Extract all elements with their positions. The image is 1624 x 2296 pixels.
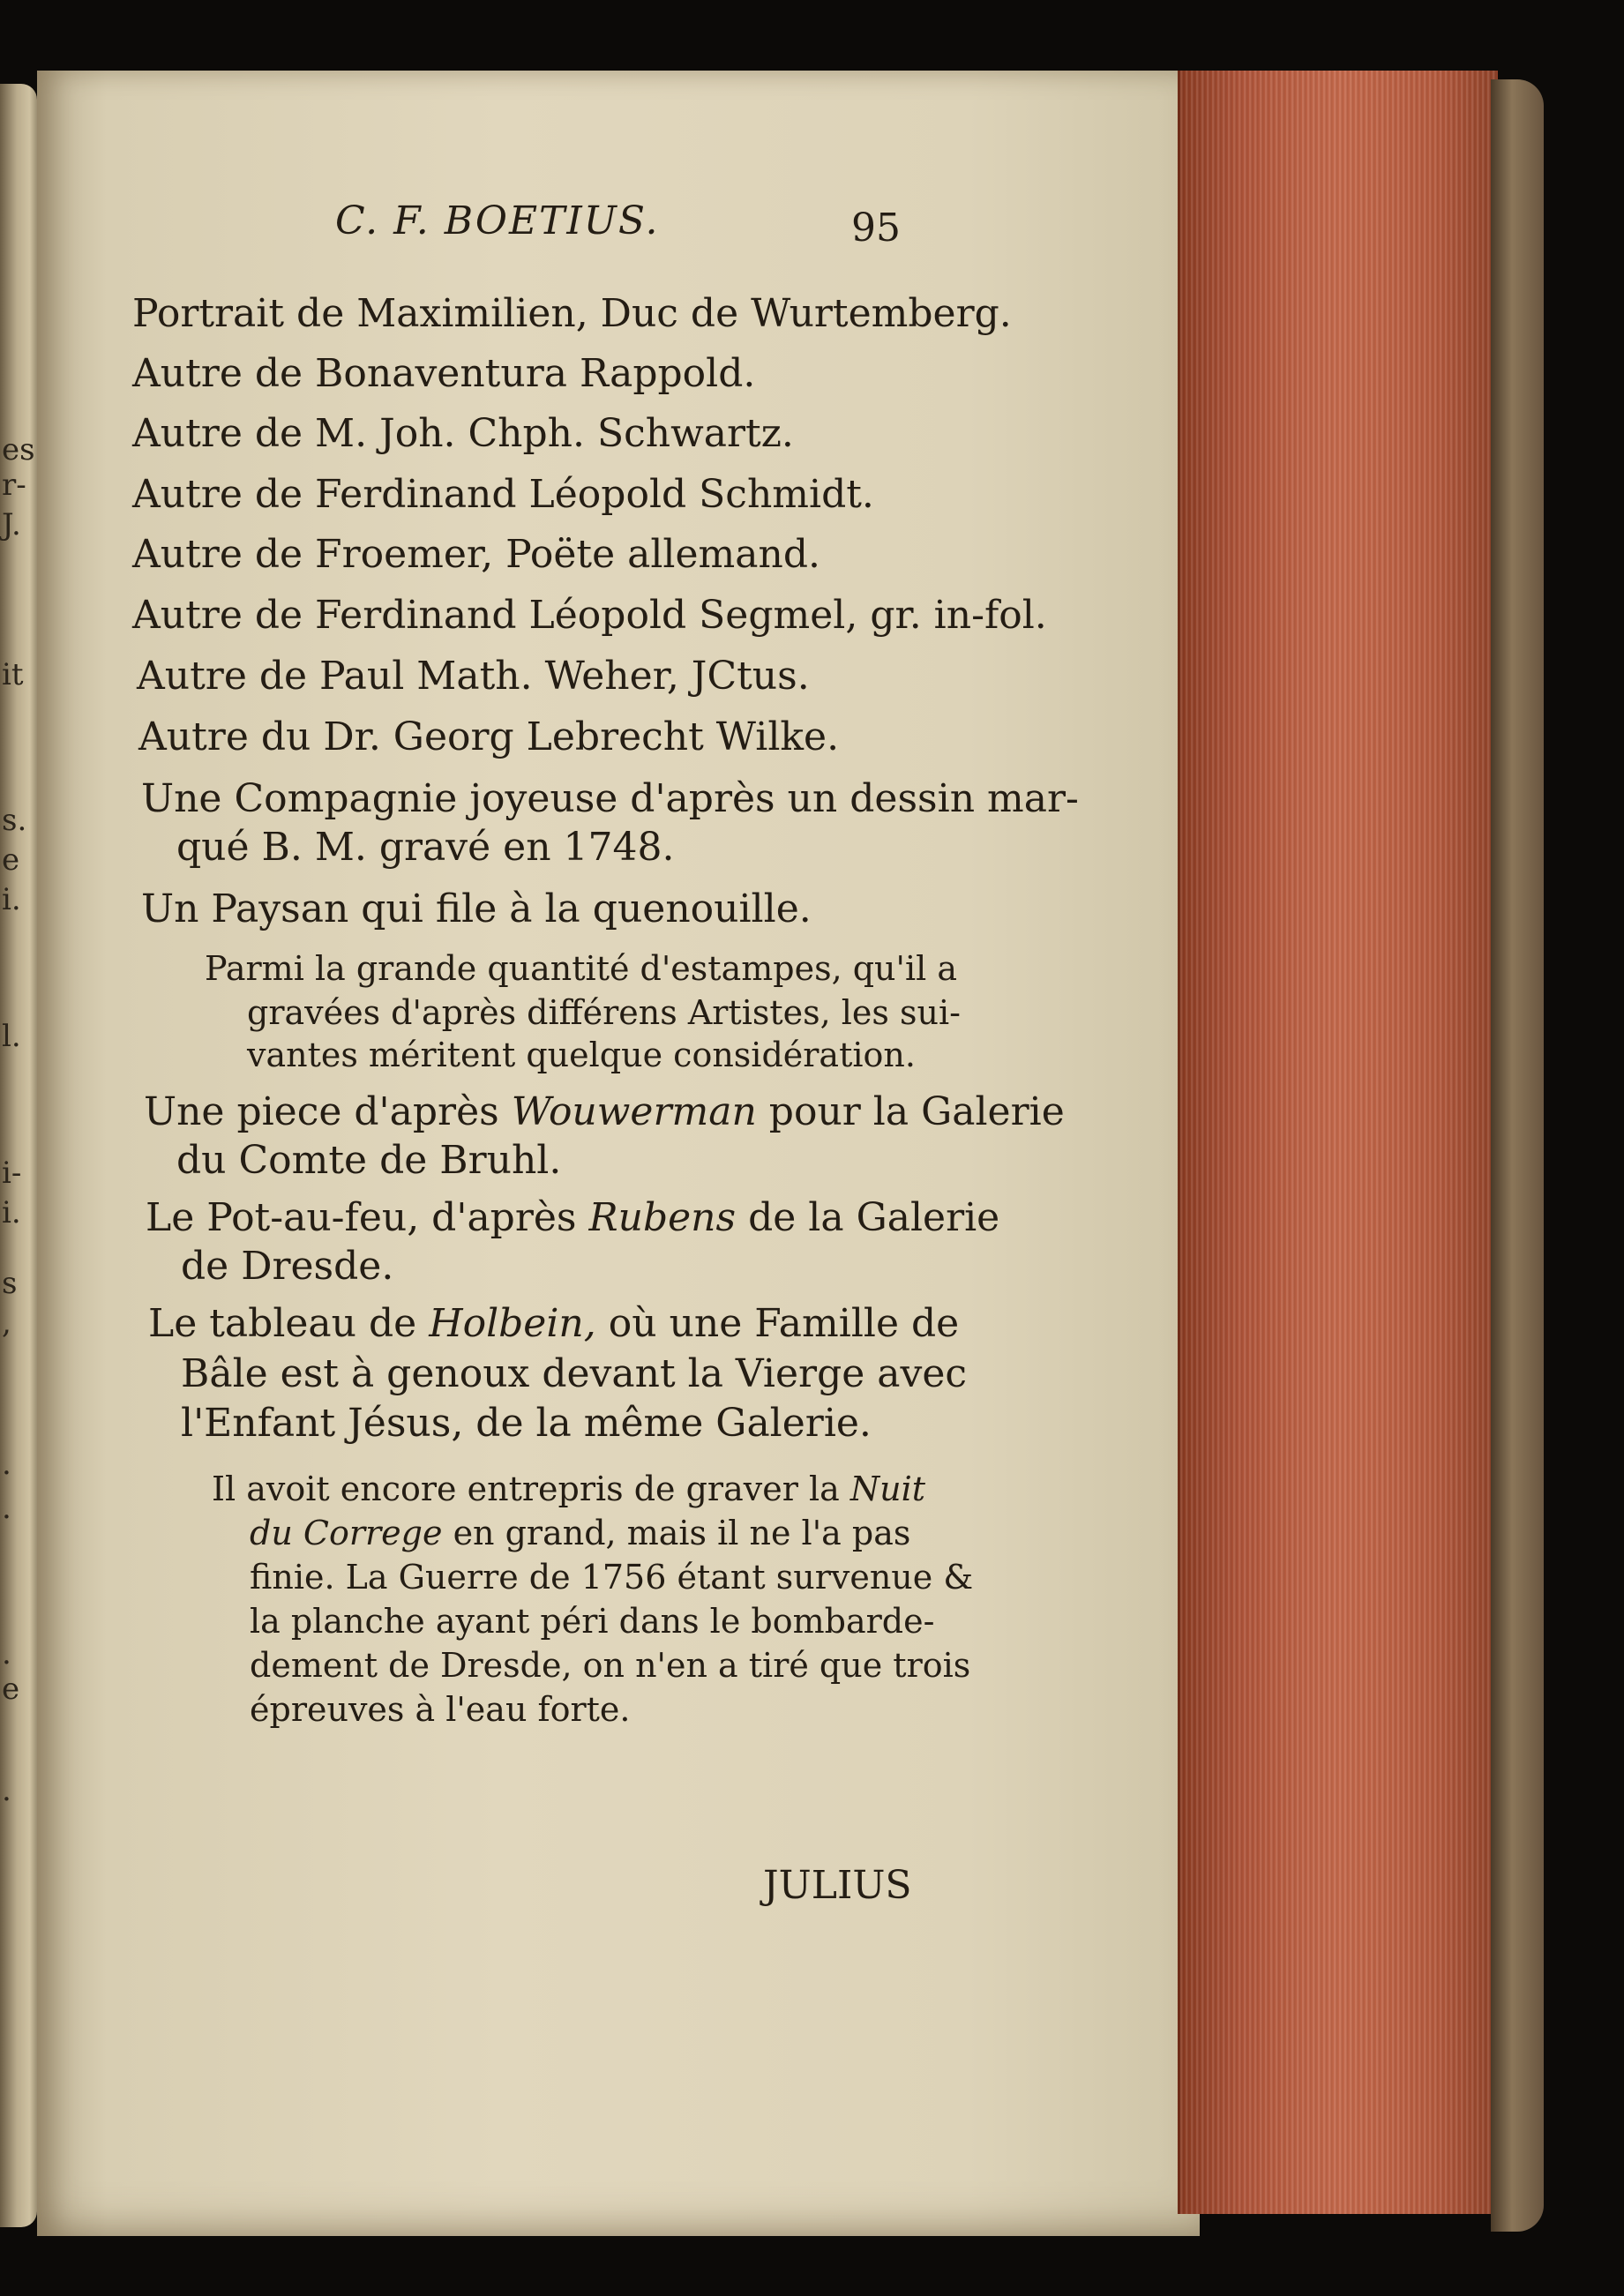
facing-page-fragment: l. <box>2 1019 21 1054</box>
note: vantes méritent quelque considération. <box>247 1036 916 1074</box>
page-number: 95 <box>851 206 901 251</box>
artist-name: Rubens <box>588 1195 737 1240</box>
facing-page-fragment: s. <box>2 803 27 838</box>
entry: Une Compagnie joyeuse d'après un dessin mar- <box>141 776 1079 821</box>
entry: Autre de Paul Math. Weher, JCtus. <box>137 654 810 699</box>
note: dement de Dresde, on n'en a tiré que trois <box>250 1646 971 1685</box>
work-entry: Bâle est à genoux devant la Vierge avec <box>181 1351 968 1396</box>
note: la planche ayant péri dans le bombarde- <box>250 1602 935 1641</box>
note: Parmi la grande quantité d'estampes, qu'il a <box>205 949 958 988</box>
artist-name: Wouwerman <box>511 1089 757 1134</box>
work-text: de la Galerie <box>748 1195 1000 1240</box>
note <box>212 1469 925 1509</box>
artist-name: Holbein, <box>429 1301 596 1346</box>
facing-page-fragment: i- <box>2 1155 22 1191</box>
facing-page-fragment: i. <box>2 882 21 917</box>
work-entry: l'Enfant Jésus, de la même Galerie. <box>181 1401 872 1446</box>
note: finie. La Guerre de 1756 étant survenue & <box>250 1558 974 1597</box>
work-text: pour la Galerie <box>768 1089 1065 1134</box>
facing-page-fragment: . <box>2 1773 11 1808</box>
work-entry: du Comte de Bruhl. <box>176 1138 562 1183</box>
note-text: en grand, mais il ne l'a pas <box>453 1514 911 1552</box>
running-header: C. F. BOETIUS. <box>335 198 660 243</box>
facing-page-fragment: e <box>2 842 20 878</box>
note: épreuves à l'eau forte. <box>250 1690 631 1729</box>
work-entry <box>144 1089 1065 1135</box>
work-text: Le Pot-au-feu, d'après <box>146 1195 577 1240</box>
catchword: JULIUS <box>763 1863 912 1908</box>
note <box>250 1513 910 1553</box>
work-text: Le tableau de <box>148 1301 417 1346</box>
work-entry <box>146 1195 999 1241</box>
facing-page-fragment: . <box>2 1447 11 1482</box>
work-title: du Correge <box>250 1514 443 1552</box>
work-title: Nuit <box>849 1470 926 1508</box>
facing-page-fragment: it <box>2 657 24 692</box>
entry: Autre de M. Joh. Chph. Schwartz. <box>132 411 794 456</box>
note-text: Il avoit encore entrepris de graver la <box>212 1470 840 1508</box>
work-entry: de Dresde. <box>181 1244 394 1289</box>
facing-page-fragment: , <box>2 1305 11 1341</box>
entry: Portrait de Maximilien, Duc de Wurtemberg. <box>132 291 1012 336</box>
note: gravées d'après différens Artistes, les sui- <box>247 993 961 1032</box>
facing-page-fragment: s <box>2 1266 18 1301</box>
facing-page-fragment: es <box>2 432 35 467</box>
facing-page-fragment: J. <box>2 507 21 542</box>
facing-page-fragment: e <box>2 1672 20 1707</box>
entry: Autre du Dr. Georg Lebrecht Wilke. <box>138 714 840 759</box>
entry: Autre de Ferdinand Léopold Schmidt. <box>132 472 874 517</box>
facing-page-fragment: i. <box>2 1195 21 1230</box>
work-text: Une piece d'après <box>144 1089 499 1134</box>
facing-page-fragment: . <box>2 1491 11 1526</box>
entry: Un Paysan qui file à la quenouille. <box>141 886 812 931</box>
entry: qué B. M. gravé en 1748. <box>176 825 675 870</box>
entry: Autre de Ferdinand Léopold Segmel, gr. in-fol. <box>132 593 1047 638</box>
facing-page-fragment: . <box>2 1636 11 1672</box>
facing-page-fragment: r- <box>2 467 26 503</box>
entry: Autre de Froemer, Poëte allemand. <box>132 532 820 577</box>
work-entry <box>148 1301 959 1347</box>
work-text: où une Famille de <box>608 1301 960 1346</box>
entry: Autre de Bonaventura Rappold. <box>132 351 756 396</box>
